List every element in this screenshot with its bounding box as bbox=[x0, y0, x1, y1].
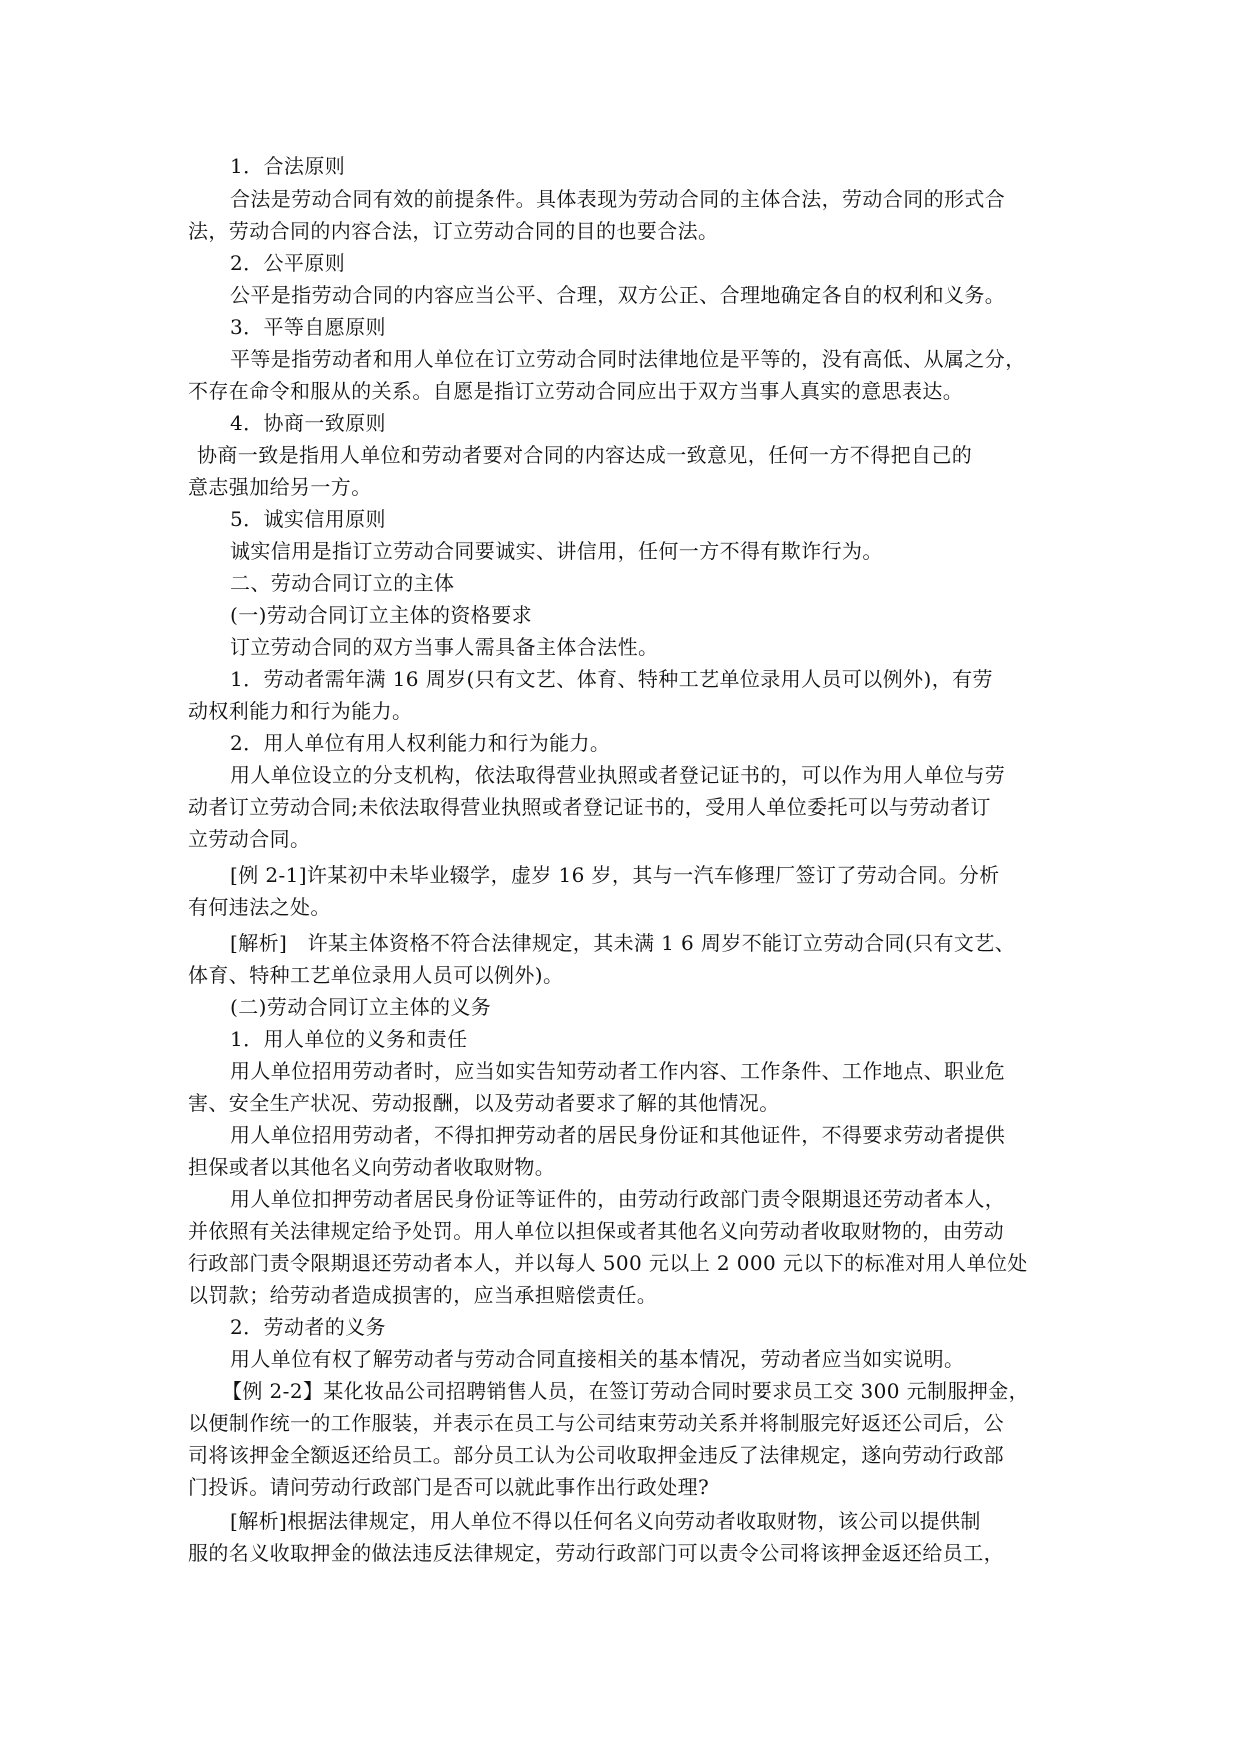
paragraph-line: 行政部门责令限期退还劳动者本人，并以每人 500 元以上 2 000 元以下的标准对用人单位处 bbox=[188, 1251, 1028, 1275]
paragraph-line: 用人单位招用劳动者，不得扣押劳动者的居民身份证和其他证件，不得要求劳动者提供 bbox=[230, 1123, 1006, 1147]
paragraph-line: 订立劳动合同的双方当事人需具备主体合法性。 bbox=[230, 635, 659, 659]
analysis-line: [解析]根据法律规定，用人单位不得以任何名义向劳动者收取财物，该公司以提供制 bbox=[230, 1509, 981, 1533]
paragraph-line: 动权利能力和行为能力。 bbox=[188, 699, 413, 723]
heading-worker-duties: 2．劳动者的义务 bbox=[230, 1315, 386, 1339]
analysis-line: [解析] 许某主体资格不符合法律规定，其未满 1 6 周岁不能订立劳动合同(只有文艺、 bbox=[230, 931, 1016, 955]
paragraph-line: 并依照有关法律规定给予处罚。用人单位以担保或者其他名义向劳动者收取财物的，由劳动 bbox=[188, 1219, 1004, 1243]
example-line: 【例 2-2】某化妆品公司招聘销售人员，在签订劳动合同时要求员工交 300 元制服押金， bbox=[222, 1379, 1030, 1403]
paragraph-line: 诚实信用是指订立劳动合同要诚实、讲信用，任何一方不得有欺诈行为。 bbox=[230, 539, 883, 563]
analysis-line: 体育、特种工艺单位录用人员可以例外)。 bbox=[188, 963, 564, 987]
heading-fair-principle: 2．公平原则 bbox=[230, 251, 346, 275]
paragraph-line: 立劳动合同。 bbox=[188, 827, 311, 851]
paragraph-line: 以罚款；给劳动者造成损害的，应当承担赔偿责任。 bbox=[188, 1283, 658, 1307]
paragraph-line: 协商一致是指用人单位和劳动者要对合同的内容达成一致意见，任何一方不得把自己的 bbox=[197, 443, 973, 467]
subsection-heading: (二)劳动合同订立主体的义务 bbox=[230, 995, 492, 1019]
heading-equality-principle: 3．平等自愿原则 bbox=[230, 315, 386, 339]
heading-employer-duties: 1．用人单位的义务和责任 bbox=[230, 1027, 468, 1051]
heading-legal-principle: 1．合法原则 bbox=[230, 154, 346, 178]
heading-good-faith-principle: 5．诚实信用原则 bbox=[230, 507, 386, 531]
paragraph-line: 合法是劳动合同有效的前提条件。具体表现为劳动合同的主体合法，劳动合同的形式合 bbox=[230, 187, 1006, 211]
paragraph-line: 不存在命令和服从的关系。自愿是指订立劳动合同应出于双方当事人真实的意思表达。 bbox=[188, 379, 964, 403]
paragraph-line: 2．用人单位有用人权利能力和行为能力。 bbox=[230, 731, 611, 755]
example-line: 有何违法之处。 bbox=[188, 895, 331, 919]
paragraph-line: 法，劳动合同的内容合法，订立劳动合同的目的也要合法。 bbox=[188, 219, 719, 243]
paragraph-line: 用人单位招用劳动者时，应当如实告知劳动者工作内容、工作条件、工作地点、职业危 bbox=[230, 1059, 1006, 1083]
subsection-heading: (一)劳动合同订立主体的资格要求 bbox=[230, 603, 533, 627]
paragraph-line: 担保或者以其他名义向劳动者收取财物。 bbox=[188, 1155, 556, 1179]
heading-consensus-principle: 4．协商一致原则 bbox=[230, 411, 386, 435]
paragraph-line: 用人单位扣押劳动者居民身份证等证件的，由劳动行政部门责令限期退还劳动者本人， bbox=[230, 1187, 1006, 1211]
example-line: 以便制作统一的工作服装，并表示在员工与公司结束劳动关系并将制服完好返还公司后，公 bbox=[188, 1411, 1004, 1435]
paragraph-line: 1．劳动者需年满 16 周岁(只有文艺、体育、特种工艺单位录用人员可以例外)，有劳 bbox=[230, 667, 993, 691]
analysis-line: 服的名义收取押金的做法违反法律规定，劳动行政部门可以责令公司将该押金返还给员工， bbox=[188, 1541, 1004, 1565]
example-line: [例 2-1]许某初中未毕业辍学，虚岁 16 岁，其与一汽车修理厂签订了劳动合同。分析 bbox=[230, 863, 1000, 887]
paragraph-line: 意志强加给另一方。 bbox=[188, 475, 372, 499]
paragraph-line: 平等是指劳动者和用人单位在订立劳动合同时法律地位是平等的，没有高低、从属之分， bbox=[230, 347, 1026, 371]
paragraph-line: 动者订立劳动合同;未依法取得营业执照或者登记证书的，受用人单位委托可以与劳动者订 bbox=[188, 795, 991, 819]
example-line: 司将该押金全额返还给员工。部分员工认为公司收取押金违反了法律规定，遂向劳动行政部 bbox=[188, 1443, 1004, 1467]
paragraph-line: 公平是指劳动合同的内容应当公平、合理，双方公正、合理地确定各自的权利和义务。 bbox=[230, 283, 1006, 307]
paragraph-line: 害、安全生产状况、劳动报酬，以及劳动者要求了解的其他情况。 bbox=[188, 1091, 780, 1115]
paragraph-line: 用人单位设立的分支机构，依法取得营业执照或者登记证书的，可以作为用人单位与劳 bbox=[230, 763, 1006, 787]
section-heading: 二、劳动合同订立的主体 bbox=[230, 571, 455, 595]
example-line: 门投诉。请问劳动行政部门是否可以就此事作出行政处理? bbox=[188, 1475, 710, 1499]
paragraph-line: 用人单位有权了解劳动者与劳动合同直接相关的基本情况，劳动者应当如实说明。 bbox=[230, 1347, 965, 1371]
